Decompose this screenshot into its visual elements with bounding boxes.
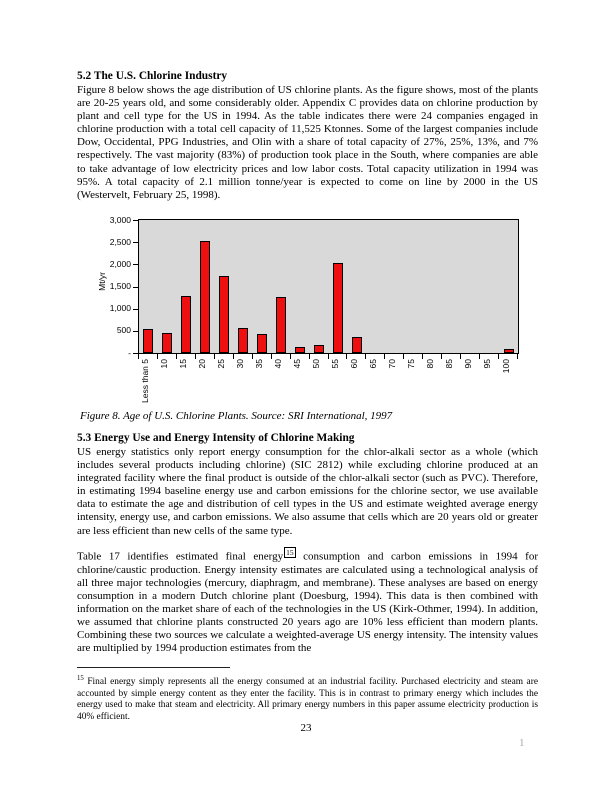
y-axis-tick bbox=[133, 242, 139, 243]
x-tick-label: 50 bbox=[311, 359, 322, 369]
x-tick-label: 10 bbox=[159, 359, 170, 369]
x-tick-label: 95 bbox=[481, 359, 492, 369]
x-axis-tick bbox=[233, 354, 234, 359]
x-tick-label: 60 bbox=[348, 359, 359, 369]
y-axis-tick bbox=[133, 309, 139, 310]
plot-area bbox=[138, 219, 519, 354]
x-axis-tick bbox=[138, 354, 139, 359]
x-axis-tick bbox=[252, 354, 253, 359]
bar-age-45 bbox=[295, 347, 305, 353]
x-tick-label: 80 bbox=[424, 359, 435, 369]
bar-age-40 bbox=[276, 297, 286, 353]
section-5-3-paragraph: US energy statistics only report energy consumption for the chlor-alkali sector as a whole (which includes several products including chlorine) (SIC 2812) while excluding chlorine produced at an integrated facility where the final product is outside of the chlor-alkali sector (such as PVC). Therefore, in estimating 1994 baseline energy use and carbon emissions for the chlorine sector, we use available data to estimate the age and distribution of cell types in the US and estimate weighted average energy intensity, energy use, and carbon emissions. We also assume that cells which are 20 years old or greater are less efficient than new cells of the same type. bbox=[77, 446, 538, 537]
bar-age-35 bbox=[257, 334, 267, 353]
y-tick-label: 1,500 bbox=[109, 281, 131, 291]
x-tick-label: 25 bbox=[216, 359, 227, 369]
section-5-2-paragraph: Figure 8 below shows the age distribution of US chlorine plants. As the figure shows, most of the plants are 20-25 years old, and some considerably older. Appendix C provides data on chlorine production by plant and cell type for the US in 1994. As the table indicates there were 24 companies engaged in chlorine production with a total cell capacity of 11,525 Ktonnes. Some of the largest companies include Dow, Occidental, PPG Industries, and Olin with a share of total capacity of 27%, 25%, 13%, and 7% respectively. The vast majority (83%) of production took place in the South, where companies are able to take advantage of low electricity prices and low labor costs. Total capacity utilization in 1994 was 95%. A total capacity of 2.1 million tonne/year is expected to come on line by 2000 in the US (Westervelt, February 25, 1998). bbox=[77, 84, 538, 201]
y-axis-title: Mt/yr bbox=[97, 272, 107, 291]
x-tick-label: 20 bbox=[197, 359, 208, 369]
x-tick-label: 55 bbox=[329, 359, 340, 369]
x-tick-label: 90 bbox=[462, 359, 473, 369]
figure-caption: Figure 8. Age of U.S. Chlorine Plants. Source: SRI International, 1997 bbox=[80, 410, 393, 422]
y-tick-label: 2,500 bbox=[109, 236, 131, 247]
footnote-reference-link[interactable]: 15 bbox=[286, 548, 294, 557]
x-tick-label: 35 bbox=[254, 359, 265, 369]
x-axis-tick bbox=[441, 354, 442, 359]
x-axis-tick bbox=[422, 354, 423, 359]
bar-age-55 bbox=[333, 263, 343, 353]
y-axis-tick bbox=[133, 220, 139, 221]
paragraph-text-before-footnote: Table 17 identifies estimated final energy bbox=[77, 550, 284, 563]
bar-age-60 bbox=[352, 337, 362, 353]
x-tick-label: 65 bbox=[367, 359, 378, 369]
x-axis-tick bbox=[195, 354, 196, 359]
bar-age-10 bbox=[162, 333, 172, 353]
y-axis-tick bbox=[133, 331, 139, 332]
y-tick-label: 3,000 bbox=[109, 214, 131, 225]
x-axis-tick bbox=[479, 354, 480, 359]
figure-8-bar-chart bbox=[88, 212, 538, 412]
x-axis-tick bbox=[517, 354, 518, 359]
bar-age-less-than-5 bbox=[143, 329, 153, 353]
section-5-3-heading: 5.3 Energy Use and Energy Intensity of Chlorine Making bbox=[77, 432, 355, 444]
x-tick-label: 45 bbox=[292, 359, 303, 369]
x-axis-tick bbox=[498, 354, 499, 359]
footnote-number: 15 bbox=[77, 675, 84, 682]
bar-age-100 bbox=[504, 349, 514, 353]
x-tick-label: 30 bbox=[235, 359, 246, 369]
x-axis-tick bbox=[157, 354, 158, 359]
x-tick-label: 85 bbox=[443, 359, 454, 369]
x-axis-tick bbox=[460, 354, 461, 359]
x-axis-tick bbox=[365, 354, 366, 359]
x-axis-tick bbox=[271, 354, 272, 359]
x-axis-tick bbox=[214, 354, 215, 359]
x-tick-label: 75 bbox=[405, 359, 416, 369]
footnote-15 bbox=[77, 673, 538, 723]
x-tick-label: 15 bbox=[178, 359, 189, 369]
y-tick-label: 1,000 bbox=[109, 303, 131, 314]
x-axis-tick bbox=[309, 354, 310, 359]
page-number: 23 bbox=[300, 722, 312, 734]
bar-age-15 bbox=[181, 296, 191, 353]
x-axis-tick bbox=[346, 354, 347, 359]
x-axis-tick bbox=[290, 354, 291, 359]
x-tick-label: 40 bbox=[273, 359, 284, 369]
bar-age-25 bbox=[219, 276, 229, 353]
y-tick-label: 2,000 bbox=[109, 258, 131, 269]
y-tick-label: - bbox=[128, 347, 131, 358]
bar-age-50 bbox=[314, 345, 324, 353]
x-axis-tick bbox=[403, 354, 404, 359]
bar-age-20 bbox=[200, 241, 210, 353]
paragraph-text-after-footnote: consumption and carbon emissions in 1994 for chlorine/caustic production. Energy intensity estimates are calculated using a technological analysis of all three major technologies (mercury, diaphragm, and membrane). These analyses are based on energy consumption in a modern Dutch chlorine plant (Doesburg, 1994). This data is then combined with information on the market share of each of the technologies in the US (Kirk-Othmer, 1994). In addition, we assumed that chlorine plants constructed 20 years ago are 10% less efficient than modern plants. Combining these two sources we calculate a weighted-average US energy intensity. The intensity values are multiplied by 1994 production estimates from the bbox=[77, 550, 538, 655]
table-17-paragraph bbox=[77, 549, 538, 655]
y-axis-tick bbox=[133, 264, 139, 265]
y-axis-tick bbox=[133, 287, 139, 288]
x-tick-label: 100 bbox=[500, 359, 511, 374]
x-axis-tick bbox=[384, 354, 385, 359]
y-tick-label: 500 bbox=[116, 325, 131, 336]
watermark-page-indicator: 1 bbox=[519, 737, 525, 749]
footnote-separator-rule bbox=[77, 667, 230, 668]
footnote-text: Final energy simply represents all the energy consumed at an industrial facility. Purchased electricity and steam are accounted by simple energy content as they enter the facility. This is in contrast to primary energy which includes the energy used to make that steam and electricity. All primary energy numbers in this paper assume electricity production is 40% efficient. bbox=[77, 677, 538, 722]
x-tick-label: Less than 5 bbox=[140, 359, 151, 403]
x-axis-tick bbox=[328, 354, 329, 359]
x-axis-tick bbox=[176, 354, 177, 359]
x-tick-label: 70 bbox=[386, 359, 397, 369]
bar-age-30 bbox=[238, 328, 248, 353]
section-5-2-heading: 5.2 The U.S. Chlorine Industry bbox=[77, 70, 228, 82]
